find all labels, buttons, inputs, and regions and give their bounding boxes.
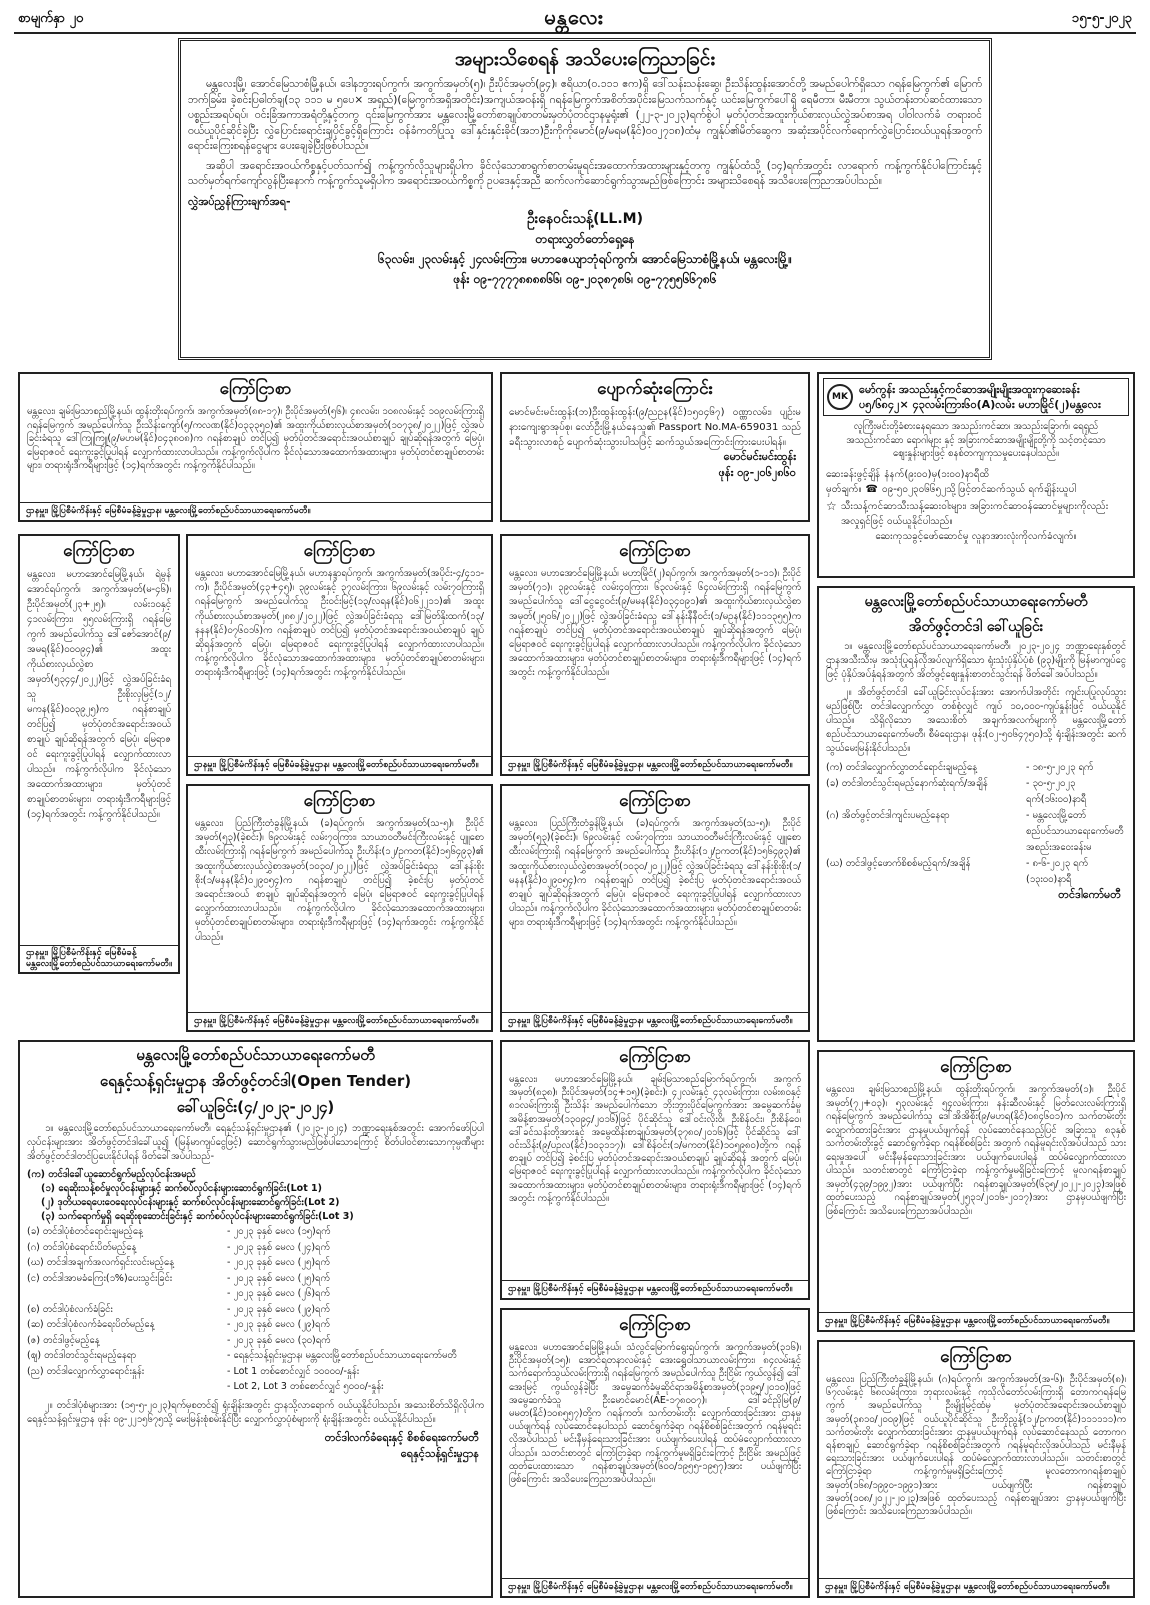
schedule-label: (ည) တင်ဒါလျှောက်လွှာရောင်းနှုန်း xyxy=(27,1365,145,1377)
mk-title: မော်ကွန်း အသည်းနှင့်ကင်ဆာအမျိုးမျိုးအထူးကုဆေးခန်း xyxy=(859,383,1080,396)
schedule-value: - ၈-၆-၂၀၂၃ ရက် (၁၃း၀၀)နာရီ xyxy=(1026,858,1088,885)
schedule-label xyxy=(27,1379,227,1395)
tender-work-item: (၂) ဒုတိယရေပေးဝေရေးလုပ်ငန်းများနှင့် ဆက်စပ်လုပ်ငန်းများဆောင်ရွက်ခြင်း(Lot 2) xyxy=(41,1197,340,1208)
schedule-value: - Lot 1 တစ်စောင်လျှင် ၁၀၀၀၀/-နှုန်း xyxy=(227,1365,360,1377)
lost-phone: ဖုန်း ၀၉-၂၀၆၂၈၆၀ xyxy=(718,466,796,479)
phone-icon: ☎ xyxy=(865,483,878,495)
schedule-label: (စ) တင်ဒါပုံစံလက်ခံခြင်း xyxy=(27,1303,113,1315)
tender2-title2: ရေနှင့်သန့်ရှင်းမှုဌာန အိတ်ဖွင့်တင်ဒါ(Open Tender) xyxy=(99,1072,412,1090)
tender-work-item: (၃) သက်ရောက်မှုရှိ ရေဆိုးစုဆောင်းခြင်းနှင့် ဆက်စပ်လုပ်ငန်းများဆောင်ရွက်ခြင်း(Lot 3) xyxy=(41,1211,354,1222)
lawyer-name: ဦးနေဝင်းသန့်(LL.M) xyxy=(526,211,644,227)
ad-body: မန္တလေး၊ မဟာအောင်မြေမြို့နယ်၊ ရဲမွန်အောင်ရပ်ကွက်၊ အကွက်အမှတ်(မ-၄၆)၊ ဦးပိုင်အမှတ်(၂၃+၂၅)၊ လမ်း၁၀နှင့် ၄၁လမ်းကြား၊ ၅၅လမ်းကြားရှိ ဂရန်မြေကွက် အမည်ပေါက်သူ ဒေါ်ဇော်အောင်(၉/အမရ(နိုင်)၀၀၀၉၄)၏ အထူးကိုယ်စားလှယ်လွှဲစာ အမှတ်(၅၃၄၄/၂၀၂၂)ဖြင့် လွှဲအပ်ခြင်းခံရသူ ဦးစိုးလှမြင့်(၁၂/မကန(နိုင်)၀၀၃၉၂၅)က ဂရန်စာချုပ် တင်ပြ၍ မှတ်ပုံတင်အရောင်းအဝယ် စာချုပ် ချုပ်ဆိုရန်အတွက် မြေပုံ၊ မြေရာဇဝင် ရေးကူးခွင့်ပြုပါရန် လျှောက်ထားလာပါသည်။ ကန့်ကွက်လိုပါက ခိုင်လုံသောအထောက်အထားများ၊ မှတ်ပုံတင်စာချုပ်စာတမ်းများ၊ တရားရုံးဒီကရီများဖြင့် (၁၄)ရက်အတွင်း ကန့်ကွက်နိုင်ပါသည်။ xyxy=(27,569,171,820)
lawyer-title: တရားလွှတ်တော်ရှေ့နေ xyxy=(535,232,635,246)
mk-hours-label: ဆေးခန်းဖွင့်ချိန် xyxy=(826,468,881,480)
ad-body: မန္တလေး၊ ပြည်ကြီးတံခွန်မြို့နယ်၊ (ခ)ရပ်ကွက်၊ အကွက်အမှတ်(သ-၅)၊ ဦးပိုင်အမှတ်(၅၃)(ခဲ့စင်း)၊ ၆၉လမ်းနှင့် လမ်း၇၀ကြား၊ သာယာဝတီမင်းကြီးလမ်းနှင့် ပျူစောထီးလမ်းကြားရှိ ဂရန်မြေကွက် အမည်ပေါက်သူ ဦးဟိန်း(၁၂/ဥကတ(နိုင်)၁၅၆၄၉၃)၏ အထူးကိုယ်စားလှယ်လွှဲစာအမှတ်(၁၀၃၀/၂၀၂၂)ဖြင့် လွှဲအပ်ခြင်းခံရသူ ဒေါ်နန်းစိုးစိုး(၁/မနန(နိုင်)၀၂၉၀၅၄)က ဂရန်စာချုပ် တင်ပြ၍ ခဲ့စင်းပြ မှတ်ပုံတင်အရောင်းအဝယ် စာချုပ် ချုပ်ဆိုရန်အတွက် မြေပုံ၊ မြေရာဇဝင် ရေးကူးခွင့်ပြုပါရန် လျှောက်ထားလာပါသည်။ ကန့်ကွက်လိုပါက ခိုင်လုံသောအထောက်အထားများ၊ မှတ်ပုံတင်စာချုပ်စာတမ်းများ၊ တရားရုံးဒီကရီများဖြင့် (၁၄)ရက်အတွင်း ကန့်ကွက်နိုင်ပါသည်။ xyxy=(509,818,801,929)
ad-title: ကြော်ငြာစာ xyxy=(619,541,691,561)
newspaper-page xyxy=(14,4,1136,1600)
ad-body: မန္တလေး၊ ပြည်ကြီးတံခွန်မြို့နယ်၊ (ဂ)ရပ်ကွက်၊ အကွက်အမှတ်(အ-၆)၊ ဦးပိုင်အမှတ်(၈)၊ ၆၇လမ်းနှင့် ၆၈လမ်းကြား၊ ဘုရားလမ်းနှင့် ကုသိုလ်တော်လမ်းကြားရှိ တောကဂရန်မြေကွက် အမည်ပေါက်သူ ဦးမျိုးမြင့်ထံမှ မှတ်ပုံတင်အရောင်းအဝယ်စာချုပ်အမှတ်(၃၈၁၀/၂၀၀၉)ဖြင့် ဝယ်ယူပိုင်ဆိုင်သူ ဦးဘိုညွန့်(၁၂/ဥကတ(နိုင်)၁၁၁၁၁၁)က သက်တမ်းတိုး လျှောက်ထားခြင်းအား ဌာနမှုပယ်ဖျက်ရန် လုပ်ဆောင်နေသည် တောကဂရန်စာချုပ် ဆောင်ရွက်ခဲ့ရာ ဂရန်စိစစ်ခြင်းအတွက် ဂရန်မူရင်းလိုအပ်ပါသည် မင်းနီမှန်ရေးသားခြင်းအား ပယ်ဖျက်ပေးပါရန် ထပ်မံလျှောက်ထားလာပါသည်။ သတင်းစာတွင် ကြော်ငြာခဲ့ရာ ကန့်ကွက်မှုမရှိခြင်းကြောင့် မူလတောကဂရန်စာချုပ်အမှတ်(၁၆၈/၁၉၉၀-၁၉၉၁)အား ပယ်ဖျက်ပြီး ဂရန်စာချုပ်အမှတ်(၁၀၈/၂၀၂၂-၂၀၂၃)အဖြစ် ထုတ်ပေးသည့် ဂရန်စာချုပ်အား ဌာနမှပယ်ဖျက်ပြီးဖြစ်ကြောင်း အသိပေးကြေညာအပ်ပါသည်။ xyxy=(826,1374,1126,1518)
ad-footer: ဌာနမှူး၊ မြို့ပြစီမံကိန်းနှင့် မြေစီမံခန့်ခွဲမှုဌာန၊ မန္တလေးမြို့တော်စည်ပင်သာယာရေးကော်မတီ။ xyxy=(188,1012,491,1030)
ad-footer: ဌာနမှူး၊ မြို့ပြစီမံကိန်းနှင့် မြေစီမံခန့်ခွဲမှုဌာန၊ မန္တလေးမြို့တော်စည်ပင်သာယာရေးကော်မတီ။ xyxy=(502,1012,808,1030)
schedule-label: (ဂ) အိတ်ဖွင့်တင်ဒါကျင်းပမည့်နေရာ xyxy=(826,810,950,821)
tender2-title3: ခေါ်ယူခြင်း(၄/၂၀၂၃-၂၀၂၄) xyxy=(176,1098,335,1116)
mk-booking: ၀၉-၅၀၂၃၀၆၆၅၂သို့ဖြင့်တင်ဆက်သွယ် ရက်ချိန်းယူပါ xyxy=(881,483,1077,495)
ad-title: ကြော်ငြာစာ xyxy=(619,791,691,811)
tender1-title2: အိတ်ဖွင့်တင်ဒါ ခေါ်ယူခြင်း xyxy=(908,619,1044,635)
ad-footer: ဌာနမှူး၊ မြို့ပြစီမံကိန်းနှင့် မြေစီမံခန့်ခွဲမှုဌာန၊ မန္တလေးမြို့တော်စည်ပင်သာယာရေးကော်မတီ။ xyxy=(502,756,808,774)
lawyer-signature xyxy=(181,209,989,289)
schedule-label: (ဃ) တင်ဒါအချက်အလက်ရှင်းလင်းမည့်နေ့ xyxy=(27,1257,175,1268)
water-tender-notice xyxy=(18,1040,493,1598)
lost-name: မောင်မင်းမင်းထွန်း xyxy=(723,450,796,463)
schedule-label: (ဇ) တင်ဒါဖွင့်မည့်နေ့ xyxy=(27,1334,100,1346)
ad-title: ကြော်ငြာစာ xyxy=(303,791,376,811)
mk-header xyxy=(823,378,1129,416)
mk-hours: နံနက်(၉း၀၀)မှ(၁း၀၀)နာရီထိ xyxy=(884,468,990,480)
schedule-row xyxy=(27,1271,484,1287)
schedule-value: - Lot 2, Lot 3 တစ်စောင်လျှင် ၅၀၀၀/-နှုန်း xyxy=(227,1381,384,1392)
issue-date: ၁၅-၅-၂၀၂၃ xyxy=(1071,11,1132,26)
tender2-intro: ၁။ မန္တလေးမြို့တော်စည်ပင်သာယာရေးကော်မတီ၊ ရေနှင့်သန့်ရှင်းမှုဌာန၏ (၂၀၂၃-၂၀၂၄) ဘဏ္ဍာရေးနှစ်အတွင်း အောက်ဖော်ပြပါ လုပ်ငန်းများအား အိတ်ဖွင့်တင်ဒါခေါ်ယူ၍ (မြန်မာကျပ်ငွေဖြင့်) ဆောင်ရွက်သွားမည်ဖြစ်ပါသောကြောင့် စိတ်ပါဝင်စားသောကုမ္ပဏီများ အိတ်ဖွင့်တင်ဒါတင်ပြပေးနိုင်ပါရန် ဖိတ်ခေါ်အပ်ပါသည်- xyxy=(27,1123,484,1162)
star-icon: ☆ xyxy=(826,498,837,513)
ad-title: ကြော်ငြာစာ xyxy=(940,1347,1012,1367)
schedule-label: (ဆ) တင်ဒါပုံစံလက်ခံရေးပိတ်မည့်နေ့ xyxy=(27,1319,155,1330)
schedule-label: (င) တင်ဒါအာမခံကြေး(၁%)ပေးသွင်းခြင်း xyxy=(27,1272,173,1284)
schedule-row xyxy=(826,760,1126,776)
classified-ad-9 xyxy=(500,1308,810,1598)
ad-footer xyxy=(20,945,178,972)
schedule-value: - ရေနှင့်သန့်ရှင်းမှုဌာန၊ မန္တလေးမြို့တော်စည်ပင်သာယာရေးကော်မတီ xyxy=(227,1350,457,1361)
public-notice-para1: မန္တလေးမြို့၊ အောင်မြေသာစံမြို့နယ်၊ ဒေါနဘွားရပ်ကွက်၊ အကွက်အမှတ်(၅)၊ ဦးပိုင်အမှတ်(၉၄)၊ ဧရိယာ(၀.၁၁၁ ဧက)ရှိ ဒေါ်သန်းသန်းဆွေ၊ ဦးသိန်းထွန်းအောင်တို့ အမည်ပေါက်ရှိသော ဂရန်မြေကွက်၏ မြောက်ဘက်ခြမ်း၊ ခဲ့စင်းပြဓါတ်ချ(၁၃ ၁၁၁ မ ၅ပေ× အရှည်)(မြေကွက်အရှိအတိုင်း)အကျယ်အဝန်းရှိ ဂရန်မြေကွက်အစိတ်အပိုင်းမြေသက်သက်နှင့် ယင်းမြေကွက်ပေါ်ရှိ ရေမီတာ၊ မီးမီတာ၊ သွယ်တန်းတပ်ဆင်ထားသော ပစ္စည်းအရပ်ရပ်၊ ဝင်းခြံအကာအရံတို့နှင့်တကွ ၎င်းမြေကွက်အား မန္တလေးမြို့တော်စာချုပ်စာတမ်းမှတ်ပုံတင်ဌာနမှုရုံး၏ (၂၂-၃-၂၀၂၃)ရက်စွဲပါ မှတ်ပုံတင်အထူးကိုယ်စားလှယ်လွှဲအပ်စာအရ ပါဝါလက်ခံ တရားဝင်ဝယ်ယူပိုင်ဆိုင်ခဲ့ပြီး လွှဲပြောင်းရောင်းချပိုင်ခွင့်ရှိကြောင်း ဝန်ခံကတိပြုသူ ဒေါ်နှင်းနှင်းခိုင်(အဘ)ဦးကိုကိုမောင်(၉/မရမ(နိုင်)၀၀၂၇၁၈)ထံမှ ကျွန်ုပ်၏မိတ်ဆွေက အဆုံးအပိုင်လက်ရောက်လွှဲပြောင်းဝယ်ယူရန်အတွက် ရောင်းကြေးစရန်ငွေများ ပေးချေခဲ့ပြီးဖြစ်ပါသည်။ xyxy=(188,78,982,152)
classified-ad-5 xyxy=(186,784,493,1032)
ad-footer: ဌာနမှူး၊ မြို့ပြစီမံကိန်းနှင့် မြေစီမံခန့်ခွဲမှုဌာန၊ မန္တလေးမြို့တော်စည်ပင်သာယာရေးကော်မတီ။ xyxy=(502,1578,808,1596)
page-header xyxy=(14,4,1136,34)
schedule-value: - ၂၀၂၃ ခုနှစ် မေလ (၁၅)ရက် xyxy=(227,1226,331,1237)
ad-title: ကြော်ငြာစာ xyxy=(619,1315,691,1335)
page-number: စာမျက်နှာ ၂၀ xyxy=(18,11,84,26)
schedule-row xyxy=(826,808,1126,856)
schedule-row xyxy=(27,1333,484,1349)
ad-footer-line2: မန္တလေးမြို့တော်စည်ပင်သာယာရေးကော်မတီ။ xyxy=(26,959,172,969)
schedule-row xyxy=(27,1379,484,1395)
public-notice-para2: အဆိုပါ အရောင်းအဝယ်ကိစ္စနှင့်ပတ်သက်၍ ကန့်ကွက်လိုသူများရှိပါက ခိုင်လုံသောစာရွက်စာတမ်းမူရင်းအထောက်အထားများနှင့်တကွ ကျွန်ုပ်ထံသို့ (၁၄)ရက်အတွင်း လာရောက် ကန့်ကွက်နိုင်ပါကြောင်းနှင့် သတ်မှတ်ရက်ကျော်လွန်ပြီးနောက် ကန့်ကွက်သူမရှိပါက အရောင်းအဝယ်ကိစ္စကို ဥပဒေနှင့်အညီ ဆက်လက်ဆောင်ရွက်သွားမည်ဖြစ်ကြောင်း အများသိစေရန် အသိပေးကြေညာအပ်ပါသည်။ xyxy=(188,159,982,187)
classified-ad-10 xyxy=(817,1340,1135,1598)
classified-ad-1 xyxy=(18,372,493,522)
lawyer-phone: ဖုန်း ၀၉-၇၇၇၇၈၈၈၈၆၆၊ ၀၉-၂၀၃၈၇၈၆၊ ၀၉-၇၇၅၅၆၆၇၈၆ xyxy=(453,272,717,286)
lost-body: မောင်မင်းမင်းထွန်း(ဘ)ဦးထွန်းထွန်း(၉/ညဥန(နိုင်)၁၅၀၄၆၇) ဝဏ္ဏာလမ်း၊ ပျဉ်းမနားကျေးရွာအုပ်စု၊ လော်ဦးမြို့နယ်နေသူ၏ Passport No.MA-659031 သည် ခရီးသွားလာစဉ် ပျောက်ဆုံးသွားပါသဖြင့် ဆက်သွယ်အကြောင်းကြားပေးပါရန်။ xyxy=(509,407,801,448)
schedule-value: - ၁၈-၅-၂၀၂၃ ရက် xyxy=(1026,762,1094,773)
ad-body: မန္တလေး၊ ချမ်းမြသာစည်မြို့နယ်၊ ထွန်းတိုးရပ်ကွက်၊ အကွက်အမှတ်(၁)၊ ဦးပိုင်အမှတ်(၇၂+၀၃)၊ ၅၃လမ်းနှင့် ၅၄လမ်းကြား၊ နန်းဆီလမ်းနှင့် မြတ်လေးလမ်းကြားရှိ ဂရန်မြေကွက် အမည်ပေါက်သူ ဒေါ်အိအိစိုး(၉/မဟရ(နိုင်)၀၈၄၆၀၁)က သက်တမ်းတိုး လျှောက်ထားခြင်းအား ဌာနမှုပယ်ဖျက်ရန် လုပ်ဆောင်နေသည့်ပြင် အခြားသူ ၈၃နှစ် သက်တမ်းတိုးခွင့် ဆောင်ရွက်ခဲ့ရာ ဂရန်စိစစ်ခြင်း အတွက် ဂရန်မူရင်းလိုအပ်ပါသည် သားရေးမှုအပေါ် မင်းနီမှန်ရေးသားခြင်းအား ပယ်ဖျက်ပေးပါရန် ထပ်မံလျှောက်ထားလာပါသည်။ သတင်းစာတွင် ကြော်ငြာခဲ့ရာ ကန့်ကွက်မှုမရှိခြင်းကြောင့် မူလဂရန်စာချုပ်အမှတ်(၄၃၉/၁၉၉၂)အား ပယ်ဖျက်ပြီး ဂရန်စာချုပ်အမှတ်(၆၃၅/၂၀၂၂-၂၀၂၃)အဖြစ် ထုတ်ပေးသည့် ဂရန်စာချုပ်အမှတ်(၂၅၃၁/၂၀၁၆-၂၀၁၇)အား ဌာနမှပယ်ဖျက်ပြီးဖြစ်ကြောင်း အသိပေးကြေညာအပ်ပါသည်။ xyxy=(826,1084,1126,1217)
schedule-value: - ၂၀၂၃ ခုနှစ် မေလ (၂၉)ရက် xyxy=(227,1319,330,1330)
tender2-title1: မန္တလေးမြို့တော်စည်ပင်သာယာရေးကော်မတီ xyxy=(136,1046,375,1064)
mk-line2: အသည်းကင်ဆာ ရောဂါများ နှင့် အခြားကင်ဆာအမျိုးမျိုးတို့ကို သင့်တင့်သော xyxy=(846,434,1106,446)
ad-body: မန္တလေး၊ မဟာအောင်မြေမြို့နယ်၊ သံလွင်မြောက်ရွေးရပ်ကွက်၊ အကွက်အမှတ်(၃၁၆)၊ ဦးပိုင်အမှတ်(၁၅)၊ အောင်ရတနာလမ်းနှင့် အေးရွှေဝါသာယာလမ်းကြား၊ ၈၄လမ်းနှင့် သက်ရောက်သွယ်လမ်းကြားရှိ ဂရန်မြေကွက် အမည်ပေါက်သူ ဦးငြိမ်း ကွယ်လွန်၍ ဒေါ်အေးမြင့် ကွယ်လွန်ခဲ့ပြီး အမွေဆက်ခံမှုဆိုင်ရာအမိန့်စာအမှတ်(၃၁၉၅/၂၀၁၀)ဖြင့် အမွေဆက်ခံသူ ဦးမောင်မောင်(AE-၁၇၈၀၀၇)၊ ဒေါ်ခင်ညိုမြ(၉/မမတ(နိုင်)၁၀၈၅၅၇)တို့က ဂရန်ကတ်၊ သက်တမ်းတိုး လျှောက်ထားခြင်းအား ဌာနမှုပယ်ဖျက်ရန် လုပ်ဆောင်နေပါသည် ဆောင်ရွက်ခဲ့ရာ ဂရန်စိစစ်ခြင်းအတွက် ဂရန်မူရင်းလိုအပ်ပါသည် မင်းနီမှန်ရေးသားခြင်းအား ပယ်ဖျက်ပေးပါရန် ထပ်မံလျှောက်ထားလာပါသည်။ သတင်းစာတွင် ကြော်ငြာခဲ့ရာ ကန့်ကွက်မှုမရှိခြင်းကြောင့် ဦးငြိမ်း အမည်ဖြင့် ထုတ်ပေးထားသော ဂရန်စာချုပ်အမှတ်(၆၀၀/၁၉၅၅-၁၉၅၇)အား ပယ်ဖျက်ပြီးဖြစ်ကြောင်း အသိပေးကြေညာအပ်ပါသည်။ xyxy=(509,1342,801,1486)
tender-work-item: (၁) ရေဆိုးသန့်စင်မှုလုပ်ငန်းများနှင့် ဆက်စပ်လုပ်ငန်းများဆောင်ရွက်ခြင်း(Lot 1) xyxy=(41,1183,322,1194)
schedule-label: (က) တင်ဒါလျှောက်လွှာတင်ရောင်းချမည့်နေ့ xyxy=(826,762,978,773)
schedule-label xyxy=(27,1286,227,1302)
schedule-row xyxy=(826,856,1126,888)
mk-line3: ဈေးနှုန်းများဖြင့် စနစ်တကျကုသမှုပေးနေပါသည်။ xyxy=(893,448,1059,459)
newspaper-logo: မန္တလေး xyxy=(544,5,604,29)
schedule-value: - မန္တလေးမြို့တော်စည်ပင်သာယာရေးကော်မတီအစည်းအဝေးခန်းမ xyxy=(1026,810,1124,853)
tender2-works xyxy=(27,1182,484,1224)
mk-address: ပ၅/၆၈၄၂× ၄၃လမ်းကြား၆၀(A)လမ်း မဟာမြိုင်(၂)မန္တလေး xyxy=(859,398,1101,411)
classified-ad-6 xyxy=(500,784,810,1032)
schedule-row xyxy=(27,1364,484,1380)
public-notice-instruction: လွှဲအပ်ညွှန်ကြားချက်အရ- xyxy=(188,194,291,208)
schedule-label: (ခ) တင်ဒါတင်သွင်းရမည့်နောက်ဆုံးရက်/အချိန် xyxy=(826,778,988,789)
schedule-label: (ဈ) တင်ဒါတင်သွင်းရမည့်နေရာ xyxy=(27,1350,137,1361)
classified-ad-8 xyxy=(500,1040,810,1300)
public-notice-title: အများသိစေရန် အသိပေးကြေညာခြင်း xyxy=(454,48,716,70)
tender2-sign2: ရေနှင့်သန့်ရှင်းမှုဌာန xyxy=(400,1446,479,1460)
printing-tender-notice xyxy=(817,586,1135,1042)
tender1-para2: ၂။ အိတ်ဖွင့်တင်ဒါ ခေါ်ယူခြင်းလုပ်ငန်းအား အောက်ပါအတိုင်း ကျင်းပပြုလုပ်သွားမည်ဖြစ်ပြီး တင်ဒါလျှောက်လွှာ တစ်စုံလျှင် ကျပ် ၁၀,၀၀၀-ကျပ်နှုန်းဖြင့် ဝယ်ယူနိုင်ပါသည်။ သိရှိလိုသော အသေးစိတ် အချက်အလက်များကို မန္တလေးမြို့တော်စည်ပင်သာယာရေးကော်မတီ၊ စီမံရေးဌာန၊ ဖုန်း(၀၂-၅၀၆၄၇၅၀)သို့ ရုံးချိန်းအတွင်း ဆက်သွယ်မေးမြန်းနိုင်ပါသည်။ xyxy=(826,687,1126,754)
schedule-row xyxy=(27,1286,484,1302)
ad-footer: ဌာနမှူး၊ မြို့ပြစီမံကိန်းနှင့် မြေစီမံခန့်ခွဲမှုဌာန၊ မန္တလေးမြို့တော်စည်ပင်သာယာရေးကော်မတီ။ xyxy=(188,756,491,774)
schedule-value: - ၃၀-၅-၂၀၂၃ ရက်(၁၆း၀၀)နာရီ xyxy=(1026,778,1087,805)
ad-body: မန္တလေး၊ မဟာအောင်မြေမြို့နယ်၊ မဟာမြိုင်(၂)ရပ်ကွက်၊ အကွက်အမှတ်(၁-၁၁)၊ ဦးပိုင်အမှတ်(၇၁)၊ ၃၉လမ်းနှင့် လမ်း၄၀ကြား၊ ၆၃လမ်းနှင့် ၆၄လမ်းကြားရှိ ဂရန်မြေကွက် အမည်ပေါက်သူ ဒေါ်ငွေငွေဝင်း(၉/မမန(နိုင်)၀၃၄၀၉၁)၏ အထူးကိုယ်စားလှယ်လွှဲစာအမှတ်(၂၅၀၆/၂၀၂၂)ဖြင့် လွှဲအပ်ခြင်းခံရသူ ဒေါ်နန်းနီနီဝင်း(၁/မဥန(နိုင်)၁၁၁၃၅၅)က ဂရန်စာချုပ် တင်ပြ၍ မှတ်ပုံတင်အရောင်းအဝယ်စာချုပ် ချုပ်ဆိုရန်အတွက် မြေပုံ၊ မြေရာဇဝင် ရေးကူးခွင့်ပြုပါရန် လျှောက်ထားလာပါသည်။ ကန့်ကွက်လိုပါက ခိုင်လုံသောအထောက်အထားများ၊ မှတ်ပုံတင်စာချုပ်စာတမ်းများ၊ တရားရုံးဒီကရီများဖြင့် (၁၄)ရက်အတွင်း ကန့်ကွက်နိုင်ပါသည်။ xyxy=(509,568,801,679)
schedule-label: (ဃ) တင်ဒါဖွင့်ဖောက်စိစစ်မည့်ရက်/အချိန် xyxy=(826,858,971,869)
tender2-para2: ၂။ တင်ဒါပုံစံများအား (၁၅-၅-၂၀၂၃)ရက်မှစတင်၍ ရုံးချိန်းအတွင်း ဌာနသို့လာရောက် ဝယ်ယူနိုင်ပါသည်။ အသေးစိတ်သိရှိလိုပါက ရေနှင့်သန့်ရှင်းမှုဌာန ဖုန်း ၀၉-၂၂၁၅၆၇၅သို့ မေးမြန်းစုံစမ်းနိုင်ပြီး လျှောက်လွှာပုံစံများကို ရုံးချိန်းအတွင်း ဝယ်ယူနိုင်ပါသည်။ xyxy=(27,1399,484,1425)
tender1-title1: မန္တလေးမြို့တော်စည်ပင်သာယာရေးကော်မတီ xyxy=(864,594,1088,610)
schedule-row xyxy=(27,1240,484,1256)
mk-line1: လူကြီးမင်းတို့ခံစားနေရသော အသည်းကင်ဆာ၊ အသည်းခြောက်၊ ရေရှည် xyxy=(853,421,1099,432)
classified-ad-4 xyxy=(500,534,810,776)
tender2-schedule xyxy=(20,1224,491,1395)
schedule-value: - ၂၀၂၃ ခုနှစ် မေလ (၃၀)ရက် xyxy=(227,1334,331,1346)
ad-body: မန္တလေး၊ မဟာအောင်မြေမြို့နယ်၊ ချမ်းမြသာစည်မြောက်ရပ်ကွက်၊ အကွက်အမှတ်(၈၃၈)၊ ဦးပိုင်အမှတ်(၁၄+၁၅)(ခဲ့စင်း)၊ ၄၂လမ်းနှင့် ၄၃လမ်းကြား၊ လမ်း၈၀နှင့် ၈၁လမ်းကြားရှိ ဦးသိန်း အမည်ပေါက်သော ဘိုးဘွားပိုင်မြေကွက်အား အမွေဆက်ခံမှုအမိန့်စာအမှတ်(၁၃၀၉၄/၂၀၁၆)ဖြင့် ပိုင်ဆိုင်သူ ဒေါ်ဝင်းလိုးဝိ၊ ဦးစိန်ဝင်း၊ ဦးစိန်ဝေ၊ ဒေါ်ခင်သန်းတို့အားနှင့် အမွေထိန်းစာချုပ်အမှတ်(၃၇၈၀/၂၀၁၆)ဖြင့် ပိုင်ဆိုင်သူ ဒေါ်ဝင်းသိန်း(၉/ပဥလ(နိုင်)၁၀၃၁၁၇)၊ ဒေါ်စိန်ဝင်း(၁/မကတ(နိုင်)၁၀၅၉၈၀)တို့က ဂရန်စာချုပ် တင်ပြ၍ ခဲ့စင်းပြ မှတ်ပုံတင်အရောင်းအဝယ်စာချုပ် ချုပ်ဆိုရန် အတွက် မြေပုံ၊ မြေရာဇဝင် ရေးကူးခွင့်ပြုပါရန် လျှောက်ထားလာပါသည်။ ကန့်ကွက်လိုပါက ခိုင်လုံသောအထောက်အထားများ၊ မှတ်ပုံတင်စာချုပ်စာတမ်းများ၊ တရားရုံးဒီကရီများဖြင့် (၁၄)ရက်အတွင်း ကန့်ကွက်နိုင်ပါသည်။ xyxy=(509,1074,801,1204)
ad-footer: ဌာနမှူး၊ မြို့ပြစီမံကိန်းနှင့် မြေစီမံခန့်ခွဲမှုဌာန၊ မန္တလေးမြို့တော်စည်ပင်သာယာရေးကော်မတီ။ xyxy=(20,502,491,520)
tender1-para1: ၁။ မန္တလေးမြို့တော်စည်ပင်သာယာရေးကော်မတီ၊ ၂၀၂၃-၂၀၂၄ ဘဏ္ဍာရေးနှစ်တွင် ဌာနအသီးသီးမှ အသုံးပြုရန်လိုအပ်လျက်ရှိသော ရုံးသုံးပုံနှိပ်ပုံစံ (၉၃)မျိုးကို မြန်မာကျပ်ငွေဖြင့် ပုံနှိပ်အပ်နှံရန်အတွက် အိတ်ဖွင့်ဈေးနှုန်းစာတင်သွင်းရန် ဖိတ်ခေါ်အပ်ပါသည်။ xyxy=(826,641,1126,680)
ad-title: ကြော်ငြာစာ xyxy=(63,541,135,561)
mk-note1: သီးသန့်ကင်ဆာသီးသန့်ဆေးဝါးများ၊ အခြားကင်ဆာဝန်ဆောင်မှုများကိုလည်း xyxy=(840,500,1109,512)
ad-footer-line1: ဌာနမှူး၊ မြို့ပြစီမံကိန်းနှင့် မြေစီမံခန့် xyxy=(26,948,137,958)
ad-footer: ဌာနမှူး၊ မြို့ပြစီမံကိန်းနှင့် မြေစီမံခန့်ခွဲမှုဌာန၊ မန္တလေးမြို့တော်စည်ပင်သာယာရေးကော်မတီ။ xyxy=(819,1312,1133,1330)
schedule-row xyxy=(27,1302,484,1318)
schedule-label: (ခ) တင်ဒါပုံစံတင်ရောင်းချမည့်နေ့ xyxy=(27,1226,143,1237)
schedule-value: - ၂၀၂၃ ခုနှစ် မေလ (၂၆)ရက် xyxy=(227,1288,330,1299)
tender1-sign: တင်ဒါကော်မတီ xyxy=(1058,888,1121,901)
tender2-works-head: (က) တင်ဒါခေါ်ယူဆောင်ရွက်မည့်လုပ်ငန်းအမည် xyxy=(27,1169,196,1180)
tender1-schedule xyxy=(819,760,1133,888)
public-notice xyxy=(178,38,992,360)
schedule-row xyxy=(27,1317,484,1333)
ad-footer: ဌာနမှူး၊ မြို့ပြစီမံကိန်းနှင့် မြေစီမံခန့်ခွဲမှုဌာန၊ မန္တလေးမြို့တော်စည်ပင်သာယာရေးကော်မတီ။ xyxy=(819,1578,1133,1596)
ad-body: မန္တလေး၊ မဟာအောင်မြေမြို့နယ်၊ မဟာနန္ဒာရပ်ကွက်၊ အကွက်အမှတ်(အပိုင်း-၄/၄၁၁-က)၊ ဦးပိုင်အမှတ်(၄၃+၄၅)၊ ၃၉လမ်းနှင့် ၃၇လမ်းကြား၊ ၆၉လမ်းနှင့် လမ်း၇၀ကြားရှိ ဂရန်မြေကွက် အမည်ပေါက်သူ ဦးဝင်းမြင့်(၁၃/လရန(နိုင်)၀၆၂၂၁၁)၏ အထူးကိုယ်စားလှယ်စာအမှတ်(၂၈၈၂/၂၀၂၂)ဖြင့် လွှဲအပ်ခြင်းခံရသူ ဒေါ်မြတ်နိုးထက်(၁၃/နနန(နိုင်)၀၇၆၀၁၆)က ဂရန်စာချုပ် တင်ပြ၍ မှတ်ပုံတင်အရောင်းအဝယ်စာချုပ် ချုပ်ဆိုရန်အတွက် မြေပုံ၊ မြေရာဇဝင် ရေးကူးခွင့်ပြုပါရန် လျှောက်ထားလာပါသည်။ ကန့်ကွက်လိုပါက ခိုင်လုံသောအထောက်အထားများ၊ မှတ်ပုံတင်စာချုပ်စာတမ်းများ၊ တရားရုံးဒီကရီများဖြင့် (၁၄)ရက်အတွင်း ကန့်ကွက်နိုင်ပါသည်။ xyxy=(195,568,484,679)
ad-body: မန္တလေး၊ ပြည်ကြီးတံခွန်မြို့နယ်၊ (ခ)ရပ်ကွက်၊ အကွက်အမှတ်(သ-၅)၊ ဦးပိုင်အမှတ်(၅၃)(ခဲ့စင်း)၊ ၆၉လမ်းနှင့် လမ်း၇၀ကြား၊ သာယာဝတီမင်းကြီးလမ်းနှင့် ပျူစောထီးလမ်းကြားရှိ ဂရန်မြေကွက် အမည်ပေါက်သူ ဦးဟိန်း(၁၂/ဥကတ(နိုင်)၁၅၆၄၉၃)၏ အထူးကိုယ်စားလှယ်လွှဲစာအမှတ်(၁၀၃၀/၂၀၂၂)ဖြင့် လွှဲအပ်ခြင်းခံရသူ ဒေါ်နန်းစိုးစိုး(၁/မနန(နိုင်)၀၂၉၀၅၄)က ဂရန်စာချုပ် တင်ပြ၍ ခဲ့စင်းပြ မှတ်ပုံတင်အရောင်းအဝယ် စာချုပ် ချုပ်ဆိုရန်အတွက် မြေပုံ၊ မြေရာဇဝင် ရေးကူးခွင့်ပြုပါရန် လျှောက်ထားလာပါသည်။ ကန့်ကွက်လိုပါက ခိုင်လုံသောအထောက်အထားများ၊ မှတ်ပုံတင်စာချုပ်စာတမ်းများ၊ တရားရုံးဒီကရီများဖြင့် (၁၄)ရက်အတွင်း ကန့်ကွက်နိုင်ပါသည်။ xyxy=(195,818,484,943)
classified-ad-7 xyxy=(817,1050,1135,1332)
lost-passport-notice xyxy=(500,372,810,522)
schedule-value: - ၂၀၂၃ ခုနှစ် မေလ (၂၉)ရက် xyxy=(227,1303,330,1315)
schedule-row xyxy=(27,1224,484,1240)
schedule-value: - ၂၀၂၃ ခုနှစ် မေလ (၂၅)ရက် xyxy=(227,1257,330,1268)
schedule-value: - ၂၀၂၃ ခုနှစ် မေလ (၂၄)ရက် xyxy=(227,1241,330,1253)
mk-logo: MK xyxy=(827,384,853,410)
mk-booking-label: မှတ်ချက်။ xyxy=(826,483,862,495)
classified-ad-2 xyxy=(18,534,180,974)
mk-clinic-ad xyxy=(817,372,1135,578)
ad-title: ကြော်ငြာစာ xyxy=(619,1047,691,1067)
classified-ad-3 xyxy=(186,534,493,776)
ad-title: ကြော်ငြာစာ xyxy=(219,379,292,399)
schedule-label: (ဂ) တင်ဒါပုံစံရောင်းပိတ်မည့်နေ့ xyxy=(27,1241,137,1253)
lawyer-address: ၆၃လမ်း၊ ၂၃လမ်းနှင့် ၂၄လမ်းကြား၊ မဟာဇေယျာဘုံရပ်ကွက်၊ အောင်မြေသာစံမြို့နယ်၊ မန္တလေးမြို့။ xyxy=(377,252,793,266)
schedule-row xyxy=(27,1255,484,1271)
lost-title: ပျောက်ဆုံးကြောင်း xyxy=(597,379,713,399)
ad-title: ကြော်ငြာစာ xyxy=(940,1057,1012,1077)
schedule-row xyxy=(27,1348,484,1364)
schedule-value: - ၂၀၂၃ ခုနှစ် မေလ (၂၅)ရက် xyxy=(227,1272,330,1284)
mk-note2: အလှုရှင်ဖြင့် ဝယ်ယူနိုင်ပါသည်။ xyxy=(841,515,953,527)
ad-footer: ဌာနမှူး၊ မြို့ပြစီမံကိန်းနှင့် မြေစီမံခန့်ခွဲမှုဌာန၊ မန္တလေးမြို့တော်စည်ပင်သာယာရေးကော်မတီ။ xyxy=(502,1280,808,1298)
tender2-sign1: တင်ဒါလက်ခံရေးနှင့် စိစစ်ရေးကော်မတီ xyxy=(324,1430,479,1444)
schedule-row xyxy=(826,776,1126,808)
ad-title: ကြော်ငြာစာ xyxy=(303,541,376,561)
ad-body: မန္တလေး၊ ချမ်းမြသာစည်မြို့နယ်၊ ထွန်းတိုးရပ်ကွက်၊ အကွက်အမှတ်(၈၈-၁၇)၊ ဦးပိုင်အမှတ်(၅၆)၊ ၄၈လမ်း၊ ၁၀၈လမ်းနှင့် ၁၀၉လမ်းကြားရှိ ဂရန်မြေကွက် အမည်ပေါက်သူ ဦးသိန်းကျော်(၅/ကလဏ(နိုင်)၀၃၃၃၅၀)၏ အထူးကိုယ်စားလှယ်စာအမှတ်(၁၀၇၃၈/၂၀၂၂)ဖြင့် လွှဲအပ်ခြင်းခံရသူ ဒေါ်ကြူကြူ(၉/မဟမ(နိုင်)၀၄၃၈၀၈)က ဂရန်စာချုပ် တင်ပြ၍ မှတ်ပုံတင်အရောင်းအဝယ်စာချုပ် ချုပ်ဆိုရန်အတွက် မြေပုံ၊ မြေရာဇဝင် ရေးကူးခွင့်ပြုပါရန် လျှောက်ထားလာပါသည်။ ကန့်ကွက်လိုပါက ခိုင်လုံသောအထောက်အထားများ၊ မှတ်ပုံတင်စာချုပ်စာတမ်းများ၊ တရားရုံးဒီကရီများဖြင့် (၁၄)ရက်အတွင်း ကန့်ကွက်နိုင်ပါသည်။ xyxy=(27,406,484,471)
mk-note3: ဆေးကုသခွင့်ဖော်ဆောင်မှု လူနာအားလုံးကိုလက်ခံလျက်။ xyxy=(875,530,1077,542)
